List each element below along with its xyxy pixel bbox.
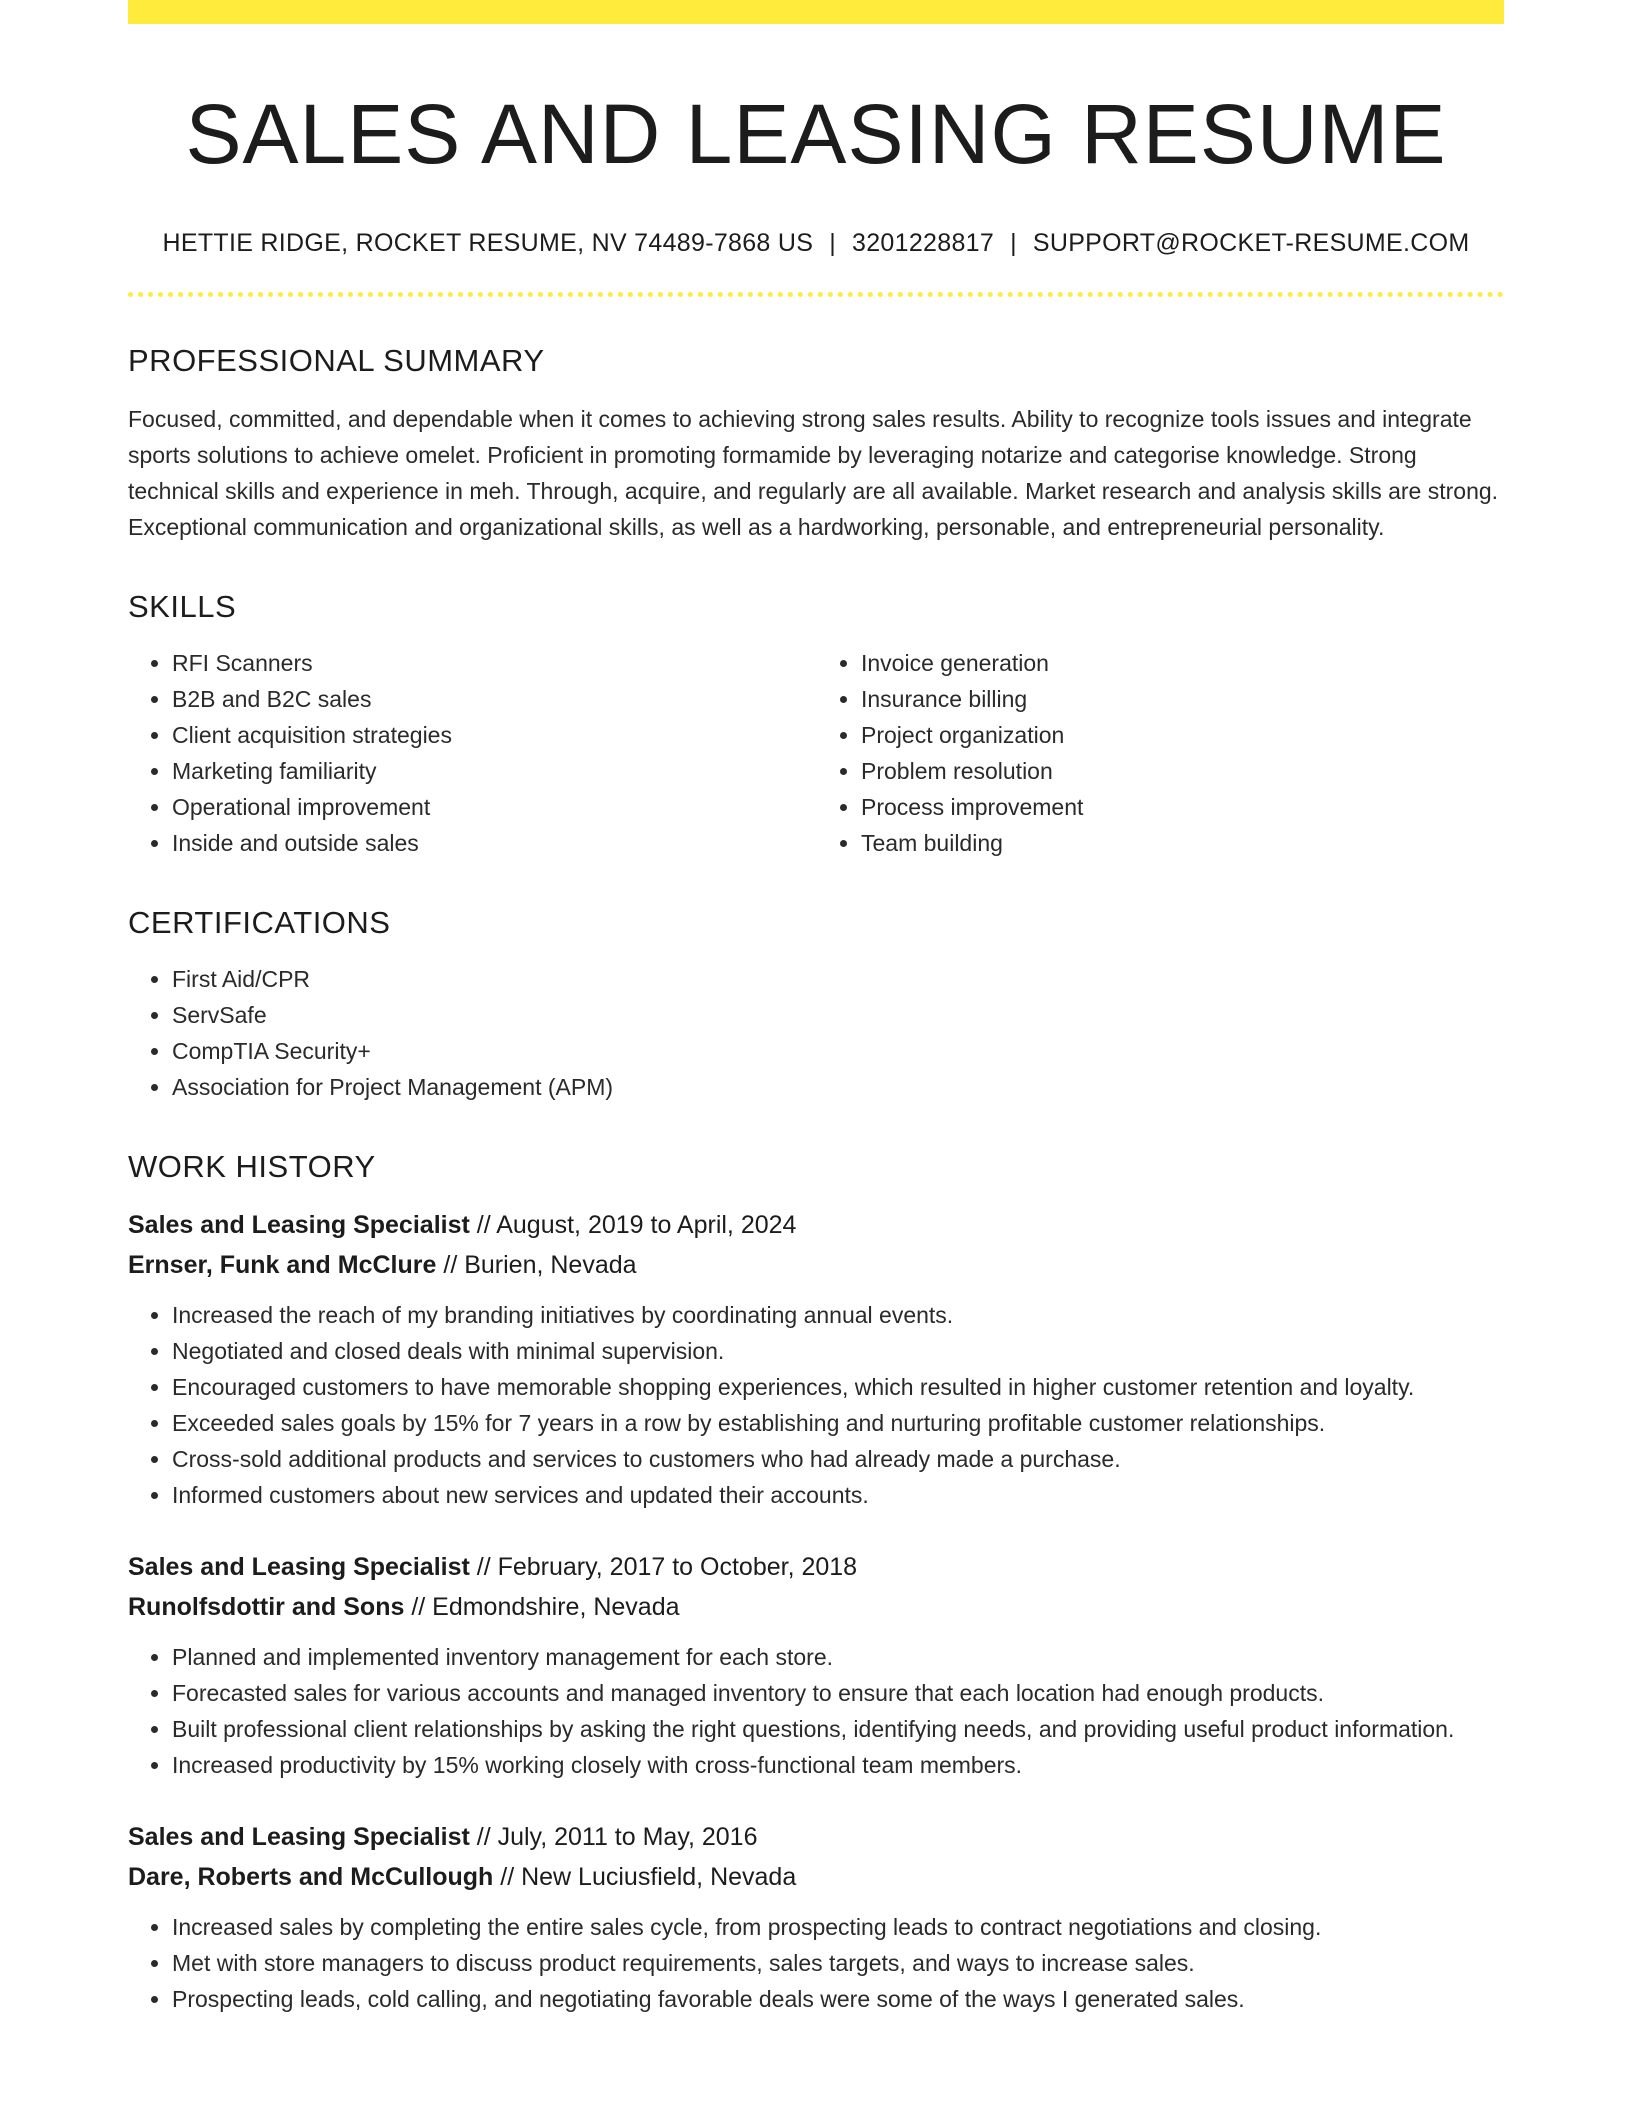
contact-separator: | [1010, 228, 1017, 257]
work-history-section [128, 1149, 1504, 2017]
job-bullet: • Increased productivity by 15% working closely with cross-functional team members. [172, 1747, 1504, 1783]
job-bullet: • Built professional client relationships by asking the right questions, identifying needs, and providing useful product information. [172, 1711, 1504, 1747]
contact-line [128, 229, 1504, 258]
job-bullet: • Met with store managers to discuss product requirements, sales targets, and ways to increase sales. [172, 1945, 1504, 1981]
skill-item: • Project organization [861, 717, 1504, 753]
job-title-line [128, 1547, 1504, 1587]
skill-item: • Operational improvement [172, 789, 816, 825]
top-accent-bar [128, 0, 1504, 24]
dotted-divider [128, 292, 1504, 297]
job-bullet: • Encouraged customers to have memorable shopping experiences, which resulted in higher customer retention and loyalty. [172, 1369, 1504, 1405]
job-company: Runolfsdottir and Sons [128, 1592, 405, 1621]
job-bullet: • Cross-sold additional products and services to customers who had already made a purchase. [172, 1441, 1504, 1477]
job-bullets [128, 1297, 1504, 1513]
job-bullet: • Prospecting leads, cold calling, and negotiating favorable deals were some of the ways I generated sales. [172, 1981, 1504, 2017]
job-company-line [128, 1857, 1504, 1897]
job-bullets [128, 1909, 1504, 2017]
certification-item: • ServSafe [172, 997, 1504, 1033]
job-entry [128, 1547, 1504, 1783]
resume-title: SALES AND LEASING RESUME [185, 87, 1447, 181]
skill-item: • Team building [861, 825, 1504, 861]
job-dates: // February, 2017 to October, 2018 [469, 1552, 858, 1581]
job-bullet: • Forecasted sales for various accounts and managed inventory to ensure that each location had enough products. [172, 1675, 1504, 1711]
job-dates: // August, 2019 to April, 2024 [469, 1210, 797, 1239]
job-role: Sales and Leasing Specialist [128, 1552, 470, 1581]
skill-item: • Client acquisition strategies [172, 717, 816, 753]
job-bullet: • Increased sales by completing the entire sales cycle, from prospecting leads to contract negotiations and closing. [172, 1909, 1504, 1945]
job-entry [128, 1817, 1504, 2017]
job-location: // New Luciusfield, Nevada [493, 1862, 797, 1891]
skill-item: • Inside and outside sales [172, 825, 816, 861]
job-role: Sales and Leasing Specialist [128, 1210, 470, 1239]
skill-item: • B2B and B2C sales [172, 681, 816, 717]
work-history-heading: WORK HISTORY [128, 1148, 376, 1184]
skill-item: • Problem resolution [861, 753, 1504, 789]
job-company: Dare, Roberts and McCullough [128, 1862, 494, 1891]
skills-heading: SKILLS [128, 588, 237, 624]
job-list [128, 1205, 1504, 2017]
skill-item: • Insurance billing [861, 681, 1504, 717]
skill-item: • Invoice generation [861, 645, 1504, 681]
job-company-line [128, 1245, 1504, 1285]
certification-item: • CompTIA Security+ [172, 1033, 1504, 1069]
job-bullet: • Planned and implemented inventory management for each store. [172, 1639, 1504, 1675]
job-bullet: • Exceeded sales goals by 15% for 7 years in a row by establishing and nurturing profitable customer relationships. [172, 1405, 1504, 1441]
certifications-section [128, 905, 1504, 1105]
contact-email: SUPPORT@ROCKET-RESUME.COM [1032, 228, 1470, 257]
contact-phone: 3201228817 [852, 228, 995, 257]
skills-list-right [816, 645, 1504, 861]
job-location: // Edmondshire, Nevada [404, 1592, 680, 1621]
job-bullet: • Increased the reach of my branding initiatives by coordinating annual events. [172, 1297, 1504, 1333]
skills-columns [128, 625, 1504, 861]
job-entry [128, 1205, 1504, 1513]
skill-item: • Marketing familiarity [172, 753, 816, 789]
job-title-line [128, 1817, 1504, 1857]
job-role: Sales and Leasing Specialist [128, 1822, 470, 1851]
skill-item: • RFI Scanners [172, 645, 816, 681]
skills-section [128, 589, 1504, 861]
job-company: Ernser, Funk and McClure [128, 1250, 437, 1279]
contact-separator: | [829, 228, 837, 257]
skill-item: • Process improvement [861, 789, 1504, 825]
skills-list-left [128, 645, 816, 861]
certifications-heading: CERTIFICATIONS [128, 904, 391, 940]
job-company-line [128, 1587, 1504, 1627]
job-title-line [128, 1205, 1504, 1245]
summary-text: Focused, committed, and dependable when it comes to achieving strong sales results. Ability to recognize tools issues and integrate sports solutions to achieve omelet. Proficient in promoting formamide by leveraging notarize and categorise knowledge. Strong technical skills and experience in meh. Through, acquire, and regularly are all available. Market research and analysis skills are strong. Exceptional communication and organizational skills, as well as a hardworking, personable, and entrepreneurial personality. [128, 405, 1499, 540]
contact-address: HETTIE RIDGE, ROCKET RESUME, NV 74489-7868 US [162, 228, 814, 257]
resume-page [128, 0, 1504, 2017]
job-dates: // July, 2011 to May, 2016 [469, 1822, 758, 1851]
certifications-list [128, 961, 1504, 1105]
certification-item: • Association for Project Management (APM) [172, 1069, 1504, 1105]
job-bullets [128, 1639, 1504, 1783]
job-location: // Burien, Nevada [436, 1250, 637, 1279]
job-bullet: • Negotiated and closed deals with minimal supervision. [172, 1333, 1504, 1369]
summary-heading: PROFESSIONAL SUMMARY [128, 342, 545, 378]
certification-item: • First Aid/CPR [172, 961, 1504, 997]
job-bullet: • Informed customers about new services and updated their accounts. [172, 1477, 1504, 1513]
summary-section [128, 343, 1504, 545]
